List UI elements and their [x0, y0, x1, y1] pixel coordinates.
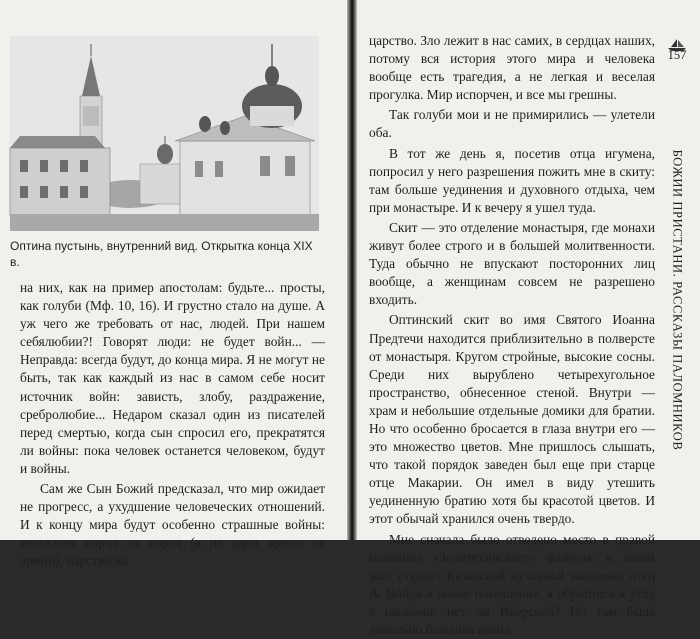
page-number: 157	[667, 48, 687, 62]
running-head: БОЖИИ ПРИСТАНИ. РАССКАЗЫ ПАЛОМНИКОВ	[670, 149, 685, 451]
paragraph: Сам же Сын Божий предсказал, что мир ожидает не прогресс, а ухудшение человеческих отношений. И к концу мира будут особенно страшные войны: восстанет народ на народ (а не одни армии на армии), царство на	[20, 481, 325, 569]
paragraph: Так голуби мои и не примирились — улетели оба.	[369, 107, 655, 141]
book-gutter	[347, 0, 357, 540]
left-body-text	[20, 279, 325, 571]
paragraph: Оптинский скит во имя Святого Иоанна Предтечи находится приблизительно в полверсте от монастыря. Кругом стройные, высокие сосны. Среди них вырублено четырехугольное пространство, обнесенное стеной. Внутри — храм и небольшие отдельные домики для братии. Но что особенно бросается в глаза внутри его — это множество цветов. Мне пришлось слышать, что такой порядок заведен был еще при старце отце Макарии. Он имел в виду утешить уединенную братию хотя бы красотой цветов. И этот обычай хранился очень твердо.	[369, 312, 655, 527]
left-page	[0, 0, 347, 569]
photo-caption: Оптина пустынь, внутренний вид. Открытка конца XIX в.	[10, 239, 313, 269]
paragraph: В тот же день я, посетив отца игумена, попросил у него разрешения пожить мне в скиту: там больше уединения и духовного отдыха, чем при монастыре. И к вечеру я ушел туда.	[369, 145, 655, 215]
church-photo	[10, 36, 319, 231]
paragraph: Мне сначала было отведено место в правой половине «Золотухинского» флигеля; в левой жил студент Казанской духовной академии отец А. Войдя в новое помещение, я обратился к углу с иконами: нет ли Иверской? Но там была довольно большая икона	[369, 531, 655, 637]
paragraph: на них, как на пример апостолам: будьте... просты, как голуби (Мф. 10, 16). И грустно стало на душе. А уж чего же требовать от нас, людей. При нашем себялюбии?! Говорят люди: не будет войн... — Неправда: всегда будут, до конца мира. Я не могут не быть, так как каждый из нас в самом себе носит источник войн: зависть, злобу, раздражение, сребролюбие... Недаром сказал один из писателей перед смертью, когда сын спросил его, прекратятся ли войны: пока человек останется человеком, будут и войны.	[20, 280, 325, 476]
paragraph: царство. Зло лежит в нас самих, в сердцах наших, потому вся история этого мира и человека вообще есть трагедия, а не легкая и веселая прогулка. Мир испорчен, и все мы грешны.	[369, 33, 655, 103]
paragraph: Скит — это отделение монастыря, где монахи живут более строго и в большей молитвенности. Туда обычно не впускают посторонних лиц вообще, а женщинам совсем не разрешено входить.	[369, 219, 655, 308]
church-photo-drawing	[10, 36, 319, 231]
right-body-text	[369, 32, 655, 639]
right-page	[357, 0, 700, 637]
